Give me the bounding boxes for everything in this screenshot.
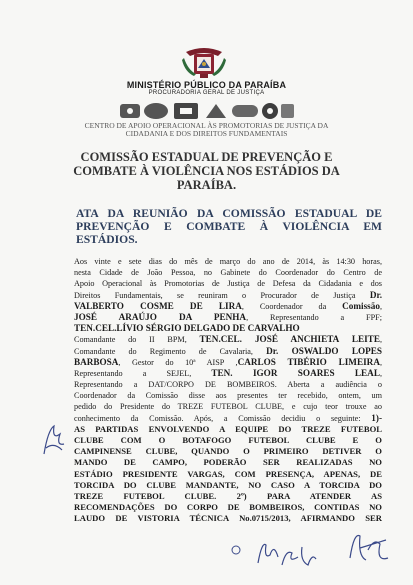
body-line: Apoio Operacional às Promotorias de Justiça de Defesa da Cidadania e dos [74,279,382,289]
body-line: RECOMENDAÇÕES DO CORPO DE BOMBEIROS, CONTIDAS NO [74,502,382,513]
body-text: , Representando a FPF; [246,312,382,322]
attendee-name: CARLOS TIBÉRIO LIMEIRA [237,356,380,367]
body-line [74,334,382,345]
attendee-name: TEN. IGOR SOARES LEAL [211,367,380,378]
attendee-name: VALBERTO COSME DE LIRA [74,300,242,311]
body-line [74,357,382,368]
body-bold-text: Dr. [369,289,382,300]
body-text: , Coordenador da [241,301,327,311]
body-text: , Gestor do 10ª AISP , [118,357,238,367]
commission-title [20,150,393,192]
body-text: Comandante do II BPM, [74,335,187,345]
center-of-support-heading [40,122,373,138]
body-line: CAMPINENSE CLUBE, QUANDO O PRIMEIRO DETIVER O [74,446,382,457]
body-line: Coordenador da Comissão disse aos presentes ter recebido, ontem, um [74,391,382,401]
signature-1 [252,535,322,575]
body-line: ESTÁDIO PRESIDENTE VARGAS, COM PRESENÇA, APENAS, DE [74,468,382,479]
institution-name: MINISTÉRIO PÚBLICO DA PARAÍBA [126,80,287,90]
body-line: CLUBE COM O BOTAFOGO FUTEBOL CLUBE E O [74,435,382,445]
partner-logos [118,100,296,122]
body-line: LAUDO DE VISTORIA TÉCNICA No.0715/2013, AFIRMANDO SER [74,513,382,524]
minutes-title [76,207,382,246]
body-line [74,301,382,312]
body-text: , [379,335,382,345]
margin-initials-signature [38,420,68,460]
attendee-name: TEN.CEL.LÍVIO SÉRGIO DELGADO DE CARVALHO [74,323,300,334]
attendee-name: TEN.CEL. JOSÉ ANCHIETA LEITE [199,334,380,345]
body-line [74,312,382,323]
attendee-name: BARBOSA [74,356,119,367]
minutes-title-line-1: ATA DA REUNIÃO DA COMISSÃO ESTADUAL DE [76,207,382,220]
body-bold-text: Comissão [342,300,380,311]
center-line-1: CENTRO DE APOIO OPERACIONAL ÀS PROMOTORIAS DE JUSTIÇA DA [84,121,329,130]
body-line: Representando a DAT/CORPO DE BOMBEIROS. Aberta a audiência o [74,380,382,390]
body-line: Aos vinte e sete dias do mês de março do ano de 2014, às 14:30 horas, [74,257,382,266]
body-line [74,368,382,379]
body-line: TREZE FUTEBOL CLUBE. 2º) PARA ATENDER AS [74,490,382,501]
body-line [74,346,382,357]
minutes-title-line-2: PREVENÇÃO E COMBATE À VIOLÊNCIA EM [76,220,382,233]
margin-mark [228,542,244,558]
commission-line-1: COMISSÃO ESTADUAL DE PREVENÇÃO E [80,150,333,164]
body-text: Representando a SEJEL, [74,368,192,378]
body-text: Comandante do Regimento de Cavalaria, [74,346,253,356]
body-line [74,290,382,301]
body-text: , [379,301,382,311]
body-line [74,323,382,334]
minutes-title-line-3: ESTÁDIOS. [76,233,138,246]
body-line: AS PARTIDAS ENVOLVENDO A EQUIPE DO TREZE FUTEBOL [74,423,382,434]
body-line: TORCIDA DO CLUBE MANDANTE, NO CASO A TORCIDA DO [74,479,382,490]
minutes-body [74,256,382,525]
body-text: Direitos Fundamentais, se reuniram o Procurador de Justiça [74,290,356,300]
center-line-2: CIDADANIA E DOS DIREITOS FUNDAMENTAIS [125,129,288,138]
institution-subtitle: PROCURADORIA GERAL DE JUSTIÇA [148,90,265,96]
body-line: nesta Cidade de João Pessoa, no Gabinete do Coordenador do Centro de [74,268,382,278]
ministry-crest-logo [180,44,228,80]
signature-2 [340,528,400,572]
body-line [74,413,382,424]
body-line: MANDO DE CAMPO, PODERÃO SER REALIZADAS NO [74,457,382,468]
body-line: pedido do Presidente do TREZE FUTEBOL CLUBE, e cujo teor trouxe ao [74,402,382,412]
attendee-name: Dr. OSWALDO LOPES [266,345,383,356]
body-text: , [379,357,382,367]
commission-line-2: COMBATE À VIOLÊNCIA NOS ESTÁDIOS DA [73,164,340,178]
commission-line-3: PARAÍBA. [176,178,237,192]
body-text: conhecimento da Comissão. Após, a Comissão decidiu o seguinte: [74,413,361,423]
attendee-name: JOSÉ ARAÚJO DA PENHA [74,311,247,322]
item-number: 1)- [371,412,383,423]
body-text: , [379,368,382,378]
